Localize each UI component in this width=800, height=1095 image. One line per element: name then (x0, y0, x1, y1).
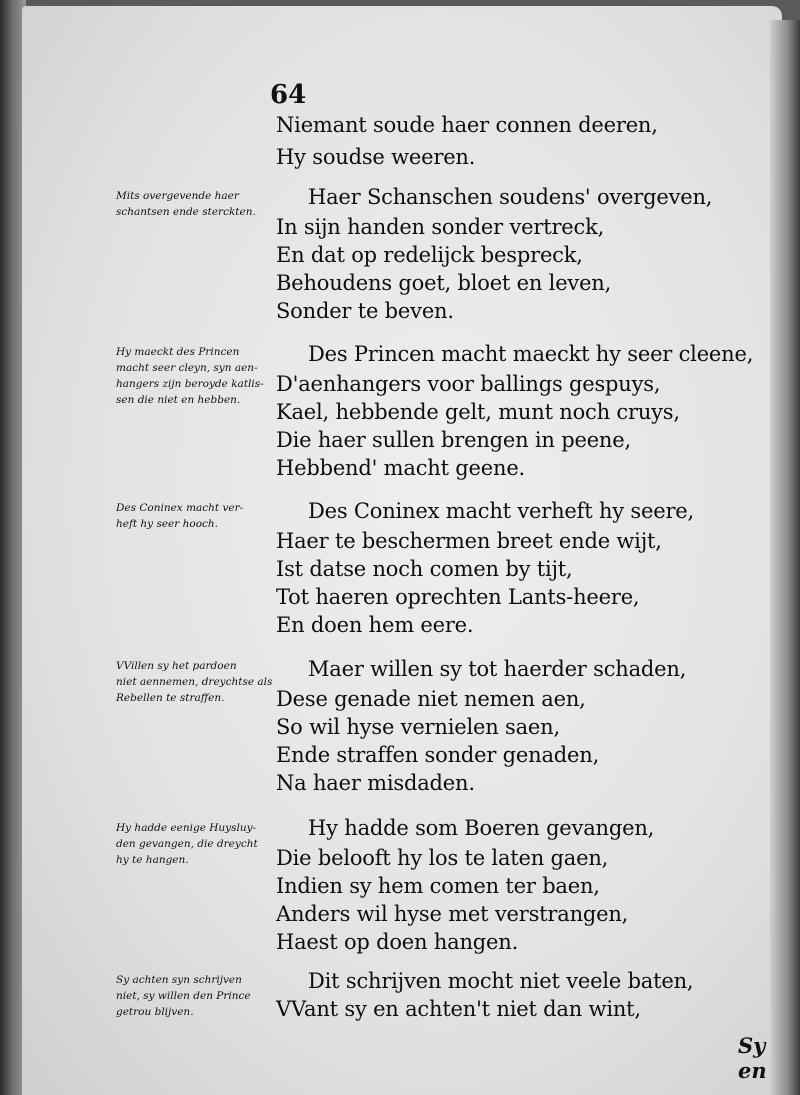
margin-note-line: Hy hadde eenige Huysluy- (116, 822, 257, 834)
verse-line: Dit schrijven mocht niet veele baten, (308, 969, 694, 993)
margin-note-line: Hy maeckt des Princen (116, 346, 240, 358)
verse-line: Na haer misdaden. (276, 771, 475, 795)
page-edge-shadow (770, 20, 800, 1095)
verse-line: Maer willen sy tot haerder schaden, (308, 657, 687, 681)
verse-line: Haer te beschermen breet ende wijt, (276, 529, 662, 553)
verse-line: Haest op doen hangen. (276, 930, 519, 954)
verse-line: Hebbend' macht geene. (276, 456, 526, 480)
verse-line: En doen hem eere. (276, 613, 474, 637)
verse-line: Sonder te beven. (276, 299, 454, 323)
verse-line: Tot haeren oprechten Lants-heere, (276, 585, 640, 609)
margin-note-line: Mits overgevende haer (116, 190, 239, 202)
margin-note-line: Des Coninex macht ver- (116, 502, 244, 514)
margin-note-line: niet aennemen, dreychtse als (116, 676, 273, 688)
margin-note-line: den gevangen, die dreycht (116, 838, 258, 850)
verse-line: Behoudens goet, bloet en leven, (276, 271, 612, 295)
verse-line: Kael, hebbende gelt, munt noch cruys, (276, 400, 680, 424)
margin-note-line: getrou blijven. (116, 1006, 194, 1018)
verse-line: Die belooft hy los te laten gaen, (276, 846, 609, 870)
verse-line: Anders wil hyse met verstrangen, (276, 902, 629, 926)
margin-note-line: VVillen sy het pardoen (116, 660, 237, 672)
verse-line: Des Princen macht maeckt hy seer cleene, (308, 342, 754, 366)
verse-line: Haer Schanschen soudens' overgeven, (308, 185, 713, 209)
margin-note-line: schantsen ende sterckten. (116, 206, 256, 218)
verse-line: VVant sy en achten't niet dan wint, (276, 997, 641, 1021)
verse-line: Des Coninex macht verheft hy seere, (308, 499, 694, 523)
verse-line: Ende straffen sonder genaden, (276, 743, 600, 767)
catchword: Sy en (738, 1033, 767, 1083)
page-number: 64 (270, 80, 307, 110)
margin-note-line: sen die niet en hebben. (116, 394, 241, 406)
margin-note-line: niet, sy willen den Prince (116, 990, 251, 1002)
verse-line: Dese genade niet nemen aen, (276, 687, 586, 711)
margin-note-line: macht seer cleyn, syn aen- (116, 362, 258, 374)
verse-line: En dat op redelijck bespreck, (276, 243, 583, 267)
verse-line: Hy soudse weeren. (276, 145, 476, 169)
verse-line: Ist datse noch comen by tijt, (276, 557, 573, 581)
margin-note-line: hangers zijn beroyde katlis- (116, 378, 264, 390)
verse-line: So wil hyse vernielen saen, (276, 715, 560, 739)
verse-line: Niemant soude haer connen deeren, (276, 113, 658, 137)
margin-note-line: Rebellen te straffen. (116, 692, 225, 704)
verse-line: Hy hadde som Boeren gevangen, (308, 816, 655, 840)
margin-note-line: hy te hangen. (116, 854, 189, 866)
margin-note-line: Sy achten syn schrijven (116, 974, 242, 986)
verse-line: In sijn handen sonder vertreck, (276, 215, 605, 239)
verse-line: Die haer sullen brengen in peene, (276, 428, 631, 452)
margin-note-line: heft hy seer hooch. (116, 518, 219, 530)
verse-line: D'aenhangers voor ballings gespuys, (276, 372, 661, 396)
verse-line: Indien sy hem comen ter baen, (276, 874, 600, 898)
